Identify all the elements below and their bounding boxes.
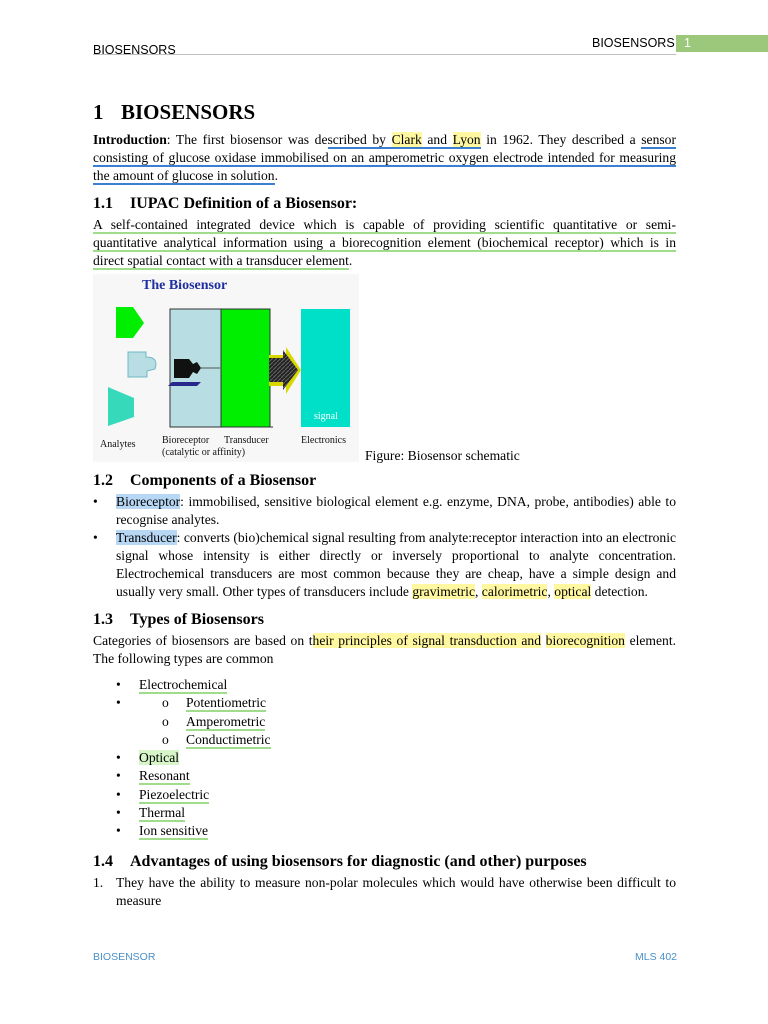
biosensor-schematic — [93, 274, 676, 462]
label-transducer: Transducer — [224, 435, 269, 446]
electronics-block — [301, 309, 350, 427]
type-ion-sensitive: Ion sensitive — [139, 823, 209, 839]
intro-underlined-1 — [328, 132, 481, 149]
sub-list-container — [93, 694, 676, 749]
list-item — [93, 804, 676, 822]
comma: , — [547, 584, 555, 599]
section-heading-1-1 — [93, 195, 676, 213]
type-conductimetric: Conductimetric — [186, 731, 271, 747]
lyon-highlight: Lyon — [452, 132, 481, 147]
title-number: 1 — [93, 100, 104, 124]
transducer-term: Transducer — [116, 530, 177, 545]
section-heading-1-4 — [93, 853, 676, 871]
header-rule — [93, 54, 676, 55]
transducer-description: : converts (bio)chemical signal resulting from analyte:receptor interaction into an electronic signal whose intensity is either directly or inversely proportional to analyte concentration. Electrochemical transducers are most common because they are cheap, have a simple design and usually very small. Other types of transducers include — [116, 530, 676, 599]
transducer-description-end: detection. — [591, 584, 648, 599]
section-number: 1.2 — [93, 472, 113, 489]
bioreceptor-description: : immobilised, sensitive biological element e.g. enzyme, DNA, probe, antibodies) able to recognise analytes. — [116, 494, 676, 527]
advantage-1: They have the ability to measure non-polar molecules which would have otherwise been difficult to measure — [116, 874, 676, 908]
list-item — [93, 822, 676, 840]
list-marker: 1. — [93, 874, 104, 890]
type-optical: Optical — [139, 750, 180, 766]
section-heading-1-3 — [93, 611, 676, 629]
transducer-block — [221, 309, 270, 427]
header-right: BIOSENSORS — [592, 36, 675, 50]
footer-right: MLS 402 — [635, 951, 678, 963]
list-item — [93, 767, 676, 785]
biosensor-types-list — [93, 676, 676, 841]
section-heading-1-2 — [93, 472, 676, 490]
figure-caption: Figure: Biosensor schematic — [365, 448, 520, 463]
figure-title: The Biosensor — [142, 278, 228, 293]
types-space — [541, 633, 546, 648]
iupac-definition-end: . — [348, 253, 353, 268]
type-amperometric: Amperometric — [186, 713, 266, 729]
bioreceptor-term: Bioreceptor — [116, 494, 181, 509]
signal-label: signal — [314, 411, 338, 422]
intro-label: Introduction — [93, 132, 167, 147]
list-item — [93, 713, 676, 731]
intro-and: and — [421, 132, 453, 147]
electrochemical-sublist — [93, 694, 676, 749]
section-title: Components of a Biosensor — [130, 472, 317, 489]
label-analytes: Analytes — [100, 439, 136, 450]
label-electronics: Electronics — [301, 435, 346, 446]
section-title: Advantages of using biosensors for diagnostic (and other) purposes — [130, 852, 587, 870]
section-number: 1.4 — [93, 852, 113, 870]
type-thermal: Thermal — [139, 805, 186, 821]
intro-text-1: : The first biosensor was de — [166, 132, 328, 147]
header-left: BIOSENSORS — [93, 43, 176, 57]
intro-text-4: . They described a — [529, 132, 642, 147]
iupac-definition-text: A self-contained integrated device which is capable of providing scientific quantitative or semi-quantitative analytical information using a biorecognition element (biochemical receptor) which is in direct spatial contact with a transducer element — [93, 217, 676, 268]
types-paragraph — [93, 632, 676, 668]
type-resonant: Resonant — [139, 768, 190, 784]
section-title: IUPAC Definition of a Biosensor: — [130, 195, 358, 212]
footer-left: BIOSENSOR — [93, 951, 156, 963]
page-title — [93, 100, 676, 125]
list-item — [93, 493, 676, 529]
components-list — [93, 493, 676, 601]
intro-underlined-2: sensor consisting of glucose oxidase immobilised on an amperometric oxygen electrode intended for measuring the amount of glucose in solution — [93, 132, 676, 183]
section-number: 1.1 — [93, 195, 113, 212]
intro-text-3: in 1962 — [480, 132, 530, 147]
comma: , — [475, 584, 482, 599]
types-highlight-2: biorecognition — [545, 633, 625, 648]
intro-text-6: . — [274, 168, 279, 183]
gravimetric-highlight: gravimetric — [412, 584, 475, 599]
page-number: 1 — [684, 36, 691, 50]
list-item — [93, 529, 676, 601]
label-bioreceptor-sub: (catalytic or affinity) — [162, 447, 246, 458]
types-text-a: Categories of biosensors are based on t — [93, 633, 313, 648]
section-title: Types of Biosensors — [130, 611, 264, 628]
list-item — [93, 694, 676, 712]
type-potentiometric: Potentiometric — [186, 695, 267, 711]
clark-highlight: Clark — [391, 132, 422, 147]
advantages-list — [93, 874, 676, 910]
label-bioreceptor: Bioreceptor — [162, 435, 210, 446]
receptor-base — [168, 382, 201, 386]
section-number: 1.3 — [93, 611, 113, 628]
intro-paragraph — [93, 131, 676, 185]
calorimetric-highlight: calorimetric — [481, 584, 548, 599]
document-body — [93, 100, 676, 910]
type-piezoelectric: Piezoelectric — [139, 786, 210, 802]
title-text: BIOSENSORS — [121, 100, 256, 124]
types-highlight-1: heir principles of signal transduction and — [312, 633, 542, 648]
list-item — [93, 731, 676, 749]
type-electrochemical: Electrochemical — [139, 677, 228, 692]
biosensor-figure — [93, 274, 676, 462]
list-item — [93, 749, 676, 767]
list-item — [93, 874, 676, 910]
intro-text-2: scribed by — [327, 132, 392, 147]
list-item — [93, 676, 676, 694]
iupac-definition — [93, 216, 676, 270]
list-item — [93, 786, 676, 804]
types-text-b: element. The following types are common — [93, 633, 677, 666]
optical-highlight: optical — [554, 584, 592, 599]
